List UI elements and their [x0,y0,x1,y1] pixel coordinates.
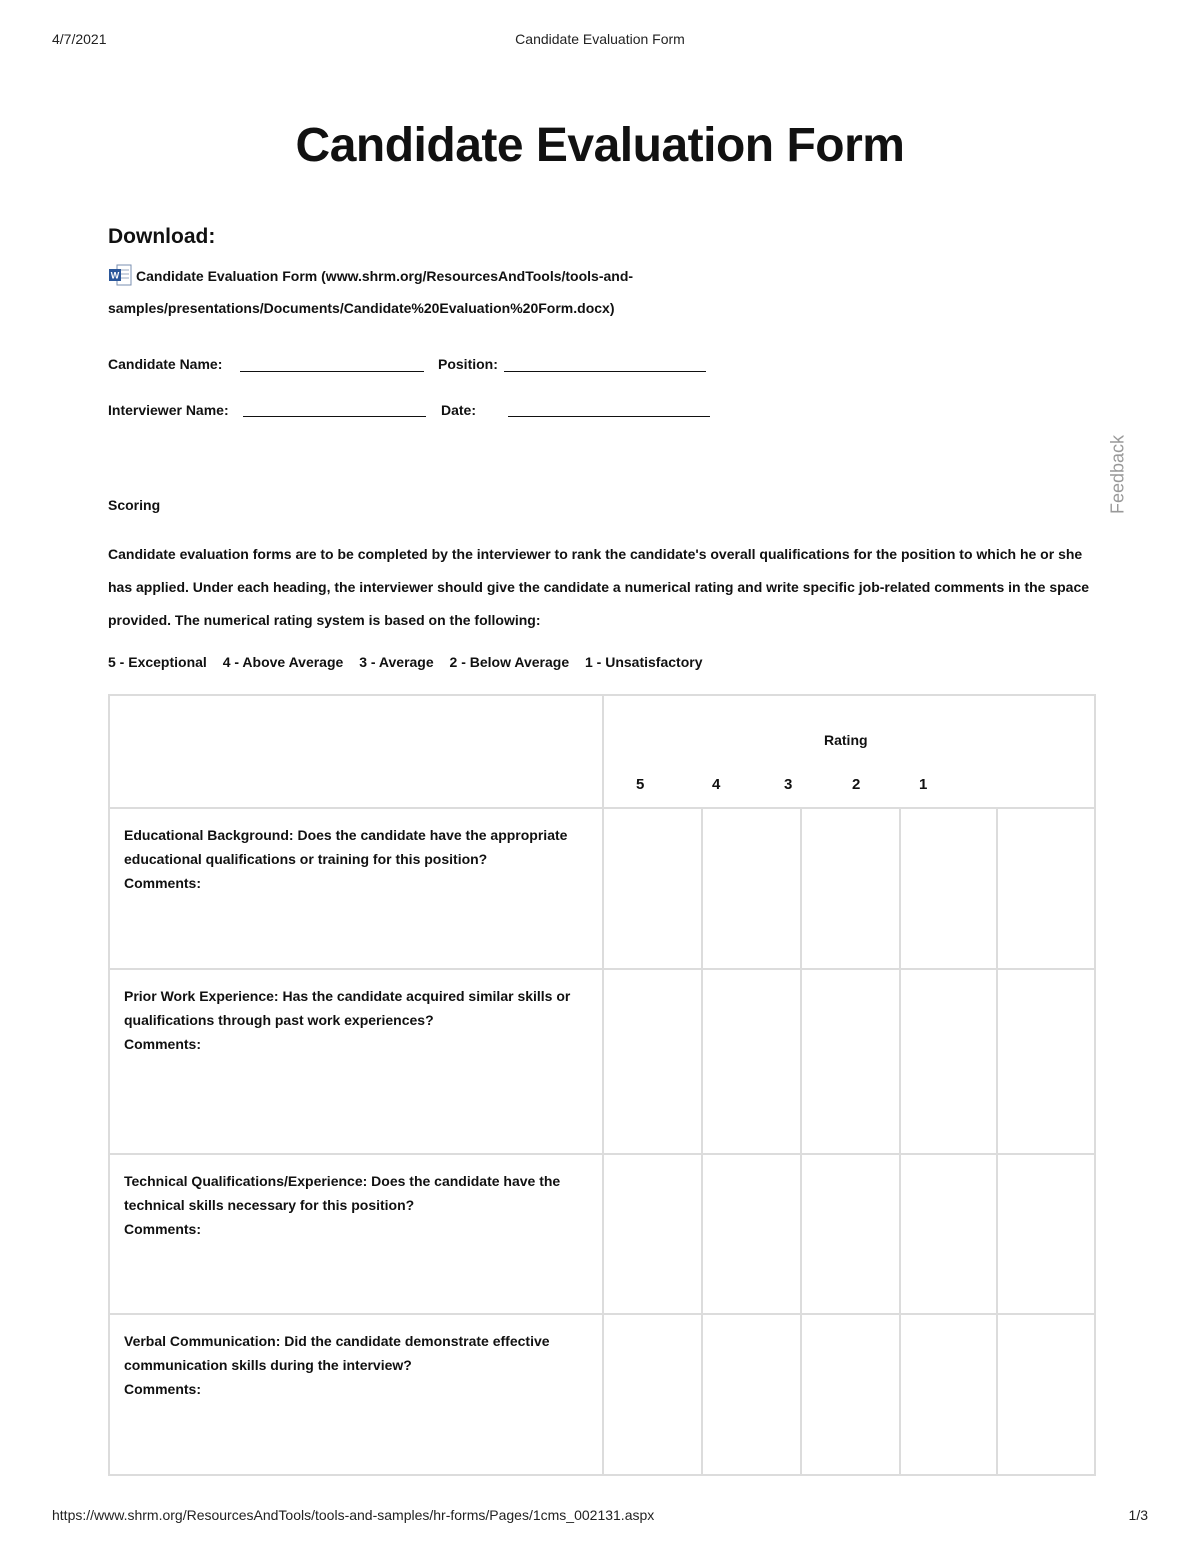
rating-cell[interactable] [997,969,1095,1154]
interviewer-name-field[interactable] [243,416,426,417]
print-url: https://www.shrm.org/ResourcesAndTools/tools-and-samples/hr-forms/Pages/1cms_002131.aspx [52,1507,655,1523]
feedback-label[interactable]: Feedback [1107,434,1128,515]
rating-cell[interactable] [997,808,1095,969]
question-cell [109,1154,603,1314]
interviewer-name-label: Interviewer Name: [108,402,229,418]
date-label: Date: [441,402,477,418]
rating-cell[interactable] [603,969,702,1154]
rating-cell[interactable] [997,1314,1095,1475]
comments-label: Comments: [124,1221,202,1237]
question-cell [109,1314,603,1475]
header-empty-cell [109,695,603,808]
question-cell [109,808,603,969]
rating-cell[interactable] [603,808,702,969]
rating-cell[interactable] [603,1154,702,1314]
comments-label: Comments: [124,1036,202,1052]
rating-cell[interactable] [900,1154,997,1314]
question-title: Verbal Communication [124,1333,276,1349]
rating-header-cell [603,695,1095,808]
rating-cell[interactable] [702,1314,801,1475]
scale-item: 3 - Average [359,654,434,670]
download-link-text[interactable]: Candidate Evaluation Form (www.shrm.org/ResourcesAndTools/tools-and-samples/presentations/Documents/Candidate%20Evaluation%20Form.docx) [108,268,634,316]
question-text: : Has the candidate acquired similar skills or qualifications through past work experiences? [124,988,571,1028]
scale-item: 1 - Unsatisfactory [585,654,703,670]
rating-cell[interactable] [900,969,997,1154]
comments-label: Comments: [124,1381,202,1397]
candidate-name-field[interactable] [240,371,424,372]
table-row [109,969,1095,1154]
rating-cell[interactable] [801,969,900,1154]
candidate-name-label: Candidate Name: [108,356,223,372]
question-text: : Does the candidate have the technical skills necessary for this position? [124,1173,561,1213]
scoring-description: Candidate evaluation forms are to be completed by the interviewer to rank the candidate's overall qualifications for the position to which he or she has applied. Under each heading, the interviewer should give the candidate a numerical rating and write specific job-related comments in the space provided. The numerical rating system is based on the following: [108,546,1090,628]
position-label: Position: [438,356,498,372]
rating-column-4: 4 [712,776,721,793]
rating-cell[interactable] [801,1314,900,1475]
scoring-heading: Scoring [108,497,161,513]
question-title: Educational Background [124,827,289,843]
rating-column-5: 5 [636,776,645,793]
comments-label: Comments: [124,875,202,891]
question-title: Technical Qualifications/Experience [124,1173,363,1189]
rating-label: Rating [824,732,868,748]
rating-cell[interactable] [900,1314,997,1475]
rating-column-1: 1 [919,776,928,793]
print-date: 4/7/2021 [52,31,107,47]
table-header-row [109,695,1095,808]
question-cell [109,969,603,1154]
download-link[interactable] [108,260,708,324]
rating-cell[interactable] [702,1154,801,1314]
table-row [109,1314,1095,1475]
position-field[interactable] [504,371,706,372]
question-text: : Did the candidate demonstrate effective communication skills during the interview? [124,1333,550,1373]
rating-cell[interactable] [801,808,900,969]
page-title: Candidate Evaluation Form [295,119,905,172]
download-heading: Download: [108,225,216,248]
date-field[interactable] [508,416,710,417]
rating-cell[interactable] [997,1154,1095,1314]
question-title: Prior Work Experience [124,988,274,1004]
word-document-icon [108,264,132,286]
rating-cell[interactable] [603,1314,702,1475]
rating-column-3: 3 [784,776,793,793]
scale-item: 4 - Above Average [222,654,344,670]
feedback-tab[interactable] [1098,430,1138,520]
rating-scale [108,654,714,670]
evaluation-table [108,694,1096,1476]
print-page-number: 1/3 [1128,1507,1148,1523]
svg-text:W: W [110,270,120,281]
rating-cell[interactable] [702,808,801,969]
print-title: Candidate Evaluation Form [515,31,685,47]
rating-cell[interactable] [702,969,801,1154]
rating-column-2: 2 [852,776,861,793]
rating-cell[interactable] [900,808,997,969]
scale-item: 5 - Exceptional [108,654,207,670]
scale-item: 2 - Below Average [449,654,570,670]
table-row [109,808,1095,969]
question-text: : Does the candidate have the appropriate educational qualifications or training for this position? [124,827,568,867]
table-row [109,1154,1095,1314]
rating-cell[interactable] [801,1154,900,1314]
